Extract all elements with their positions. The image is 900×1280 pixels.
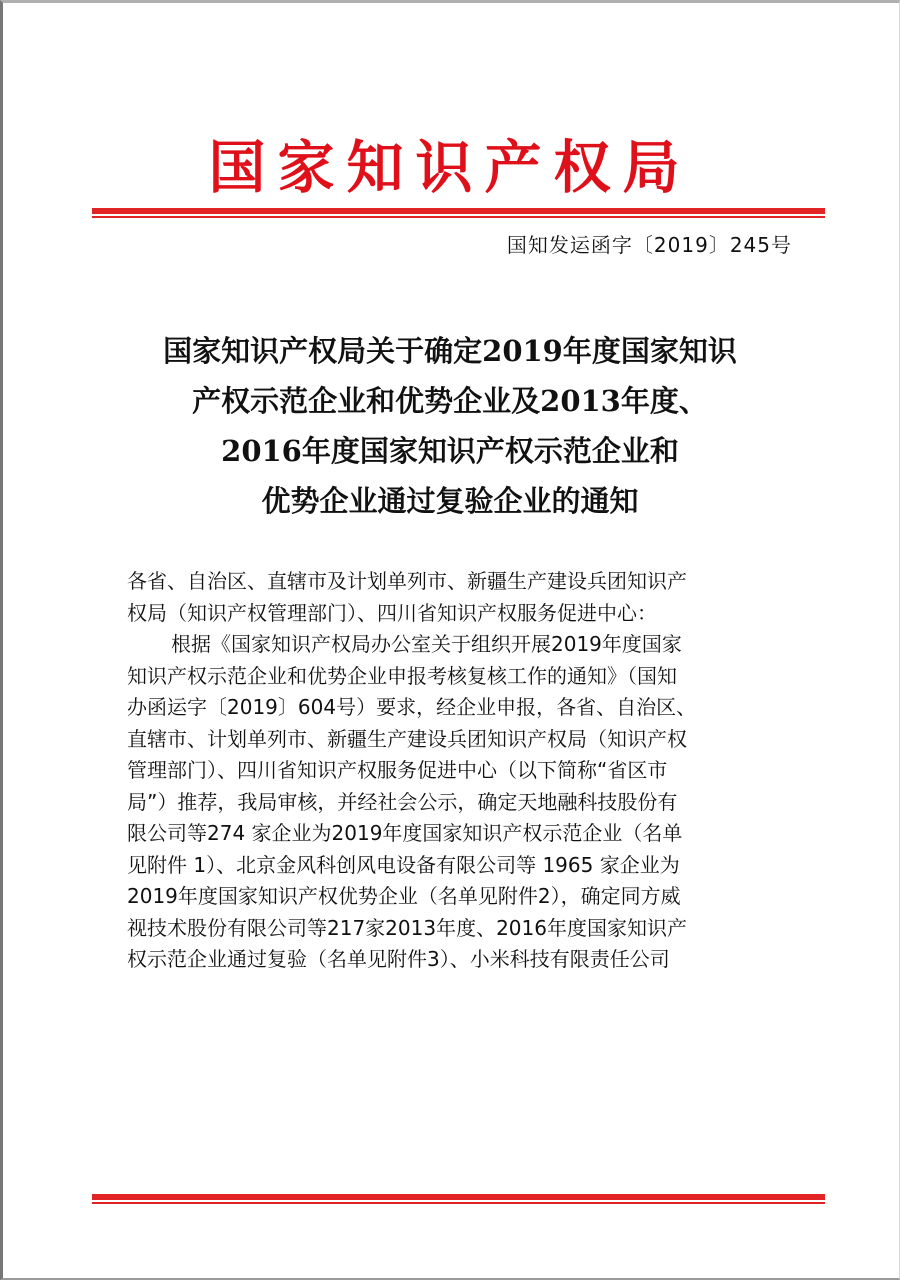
body-line: 权示范企业通过复验（名单见附件3）、小米科技有限责任公司 [127, 947, 670, 971]
document-number: 国知发运函字〔2019〕245号 [506, 233, 792, 257]
body-line: 直辖市、计划单列市、新疆生产建设兵团知识产权局（知识产权 [127, 726, 687, 751]
body-line: 根据《国家知识产权局办公室关于组织开展2019年度国家 [171, 632, 682, 656]
salutation-line: 各省、自治区、直辖市及计划单列市、新疆生产建设兵团知识产 [127, 569, 687, 593]
salutation-line: 权局（知识产权管理部门）、四川省知识产权服务促进中心： [127, 600, 657, 625]
title-line: 2016年度国家知识产权示范企业和 [221, 434, 679, 468]
header-rule-thin [92, 216, 825, 218]
body-line: 知识产权示范企业和优势企业申报考核复核工作的通知》（国知 [127, 663, 677, 688]
title-line: 国家知识产权局关于确定2019年度国家知识 [163, 334, 737, 368]
body-line: 见附件 1）、北京金风科创风电设备有限公司等 1965 家企业为 [127, 852, 680, 877]
body-line: 管理部门）、四川省知识产权服务促进中心（以下简称“省区市 [127, 758, 668, 782]
document-body [127, 566, 807, 976]
title-line: 产权示范企业和优势企业及2013年度、 [192, 384, 708, 418]
document-title [80, 326, 820, 526]
body-line: 2019年度国家知识产权优势企业（名单见附件2），确定同方威 [127, 884, 681, 908]
issuer-header: 国家知识产权局 [208, 134, 692, 201]
footer-rule-thin [92, 1202, 825, 1204]
body-line: 办函运字〔2019〕604号）要求，经企业申报，各省、自治区、 [127, 695, 697, 719]
title-line: 优势企业通过复验企业的通知 [261, 484, 639, 518]
body-line: 限公司等274 家企业为2019年度国家知识产权示范企业（名单 [127, 821, 683, 845]
body-line: 视技术股份有限公司等217家2013年度、2016年度国家知识产 [127, 915, 687, 940]
footer-rule-thick [92, 1194, 825, 1200]
body-line: 局”）推荐，我局审核，并经社会公示，确定天地融科技股份有 [127, 789, 678, 814]
header-rule-thick [92, 208, 825, 214]
